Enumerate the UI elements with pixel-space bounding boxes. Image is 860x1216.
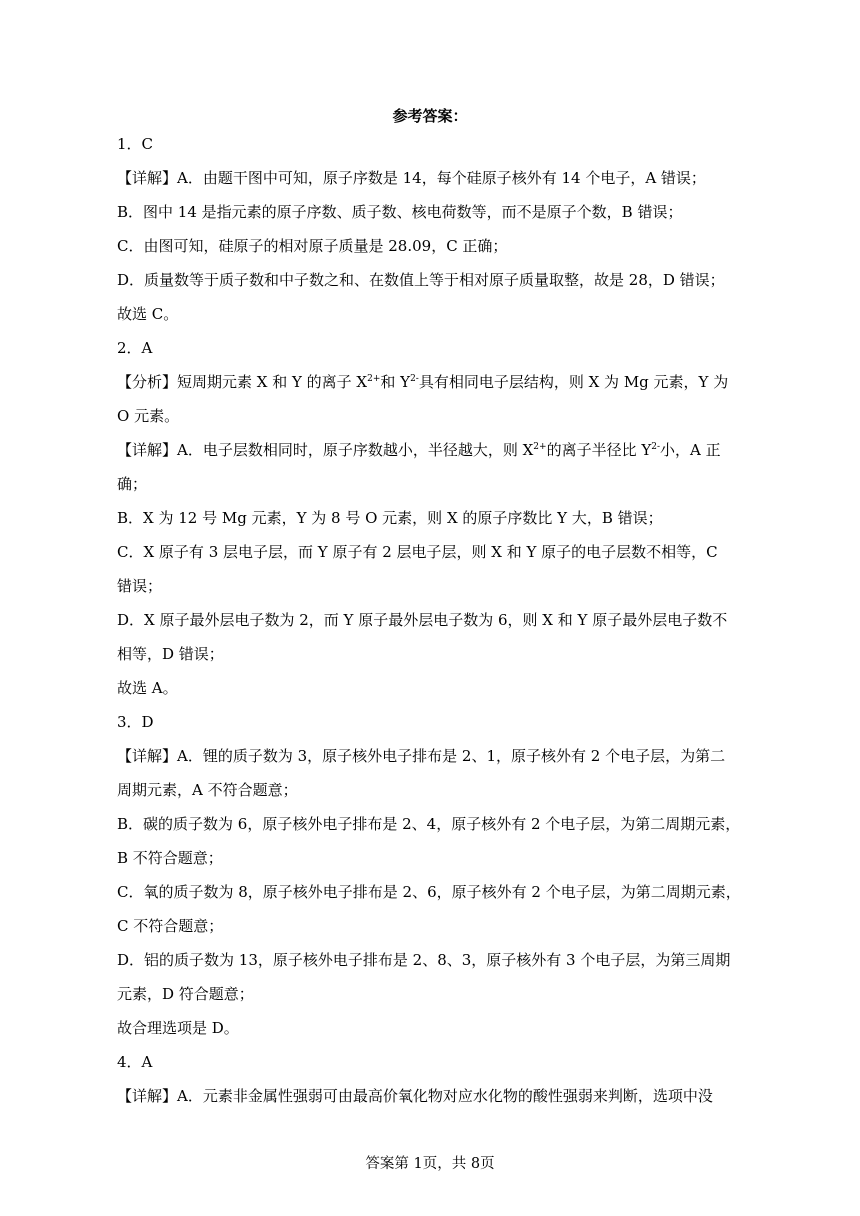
superscript: 2+	[533, 442, 547, 452]
text-segment: 和 Y	[380, 373, 411, 391]
text-line: D．铝的质子数为 13，原子核外电子排布是 2、8、3，原子核外有 3 个电子层，为第三周期	[117, 951, 731, 969]
text-line: 【详解】A．锂的质子数为 3，原子核外电子排布是 2、1，原子核外有 2 个电子层，为第二	[117, 747, 726, 765]
page-title: 参考答案：	[392, 107, 468, 125]
text-line: 3．D	[117, 713, 154, 731]
text-line: 元素，D 符合题意；	[117, 985, 254, 1003]
superscript: 2-	[410, 374, 419, 384]
text-line: C．氧的质子数为 8，原子核外电子排布是 2、6，原子核外有 2 个电子层，为第二周期元素，	[117, 883, 741, 901]
text-line: 故合理选项是 D。	[117, 1019, 239, 1037]
text-line: B．图中 14 是指元素的原子序数、质子数、核电荷数等，而不是原子个数，B 错误；	[117, 203, 683, 221]
text-line: B．X 为 12 号 Mg 元素，Y 为 8 号 O 元素，则 X 的原子序数比 Y 大，B 错误；	[117, 509, 663, 527]
text-line: 错误；	[117, 577, 163, 595]
text-segment: 的离子半径比 Y	[546, 441, 652, 459]
text-line: C．由图可知，硅原子的相对原子质量是 28.09，C 正确；	[117, 237, 508, 255]
text-line: 1．C	[117, 135, 154, 153]
superscript: 2+	[367, 374, 381, 384]
text-line	[117, 440, 747, 460]
text-segment: 小，A 正	[660, 441, 721, 459]
text-segment: 【分析】短周期元素 X 和 Y 的离子 X	[117, 373, 368, 391]
text-line: 确；	[117, 475, 148, 493]
text-line: 相等，D 错误；	[117, 645, 224, 663]
text-line: D．X 原子最外层电子数为 2，而 Y 原子最外层电子数为 6，则 X 和 Y 原子最外层电子数不	[117, 611, 728, 629]
text-line: 4．A	[117, 1053, 153, 1071]
text-segment: 具有相同电子层结构，则 X 为 Mg 元素，Y 为	[418, 373, 729, 391]
superscript: 2-	[651, 442, 661, 452]
text-line: C 不符合题意；	[117, 917, 224, 935]
text-line: D．质量数等于质子数和中子数之和、在数值上等于相对原子质量取整，故是 28，D 错误；	[117, 271, 725, 289]
text-line: B 不符合题意；	[117, 849, 223, 867]
text-line: B．碳的质子数为 6，原子核外电子排布是 2、4，原子核外有 2 个电子层，为第二周期元素，	[117, 815, 741, 833]
text-line: C．X 原子有 3 层电子层，而 Y 原子有 2 层电子层，则 X 和 Y 原子的电子层数不相等，C	[117, 543, 718, 561]
text-line: 2．A	[117, 339, 153, 357]
text-line	[117, 372, 747, 392]
text-line: 故选 A。	[117, 679, 178, 697]
text-segment: 【详解】A．电子层数相同时，原子序数越小，半径越大，则 X	[117, 441, 534, 459]
page-footer: 答案第 1页，共 8页	[365, 1156, 495, 1172]
text-line: O 元素。	[117, 407, 180, 425]
text-line: 故选 C。	[117, 305, 179, 323]
text-line: 【详解】A．元素非金属性强弱可由最高价氧化物对应水化物的酸性强弱来判断，选项中没	[117, 1087, 713, 1105]
text-line: 【详解】A．由题干图中可知，原子序数是 14，每个硅原子核外有 14 个电子，A 错误；	[117, 169, 706, 187]
text-line: 周期元素，A 不符合题意；	[117, 781, 298, 799]
